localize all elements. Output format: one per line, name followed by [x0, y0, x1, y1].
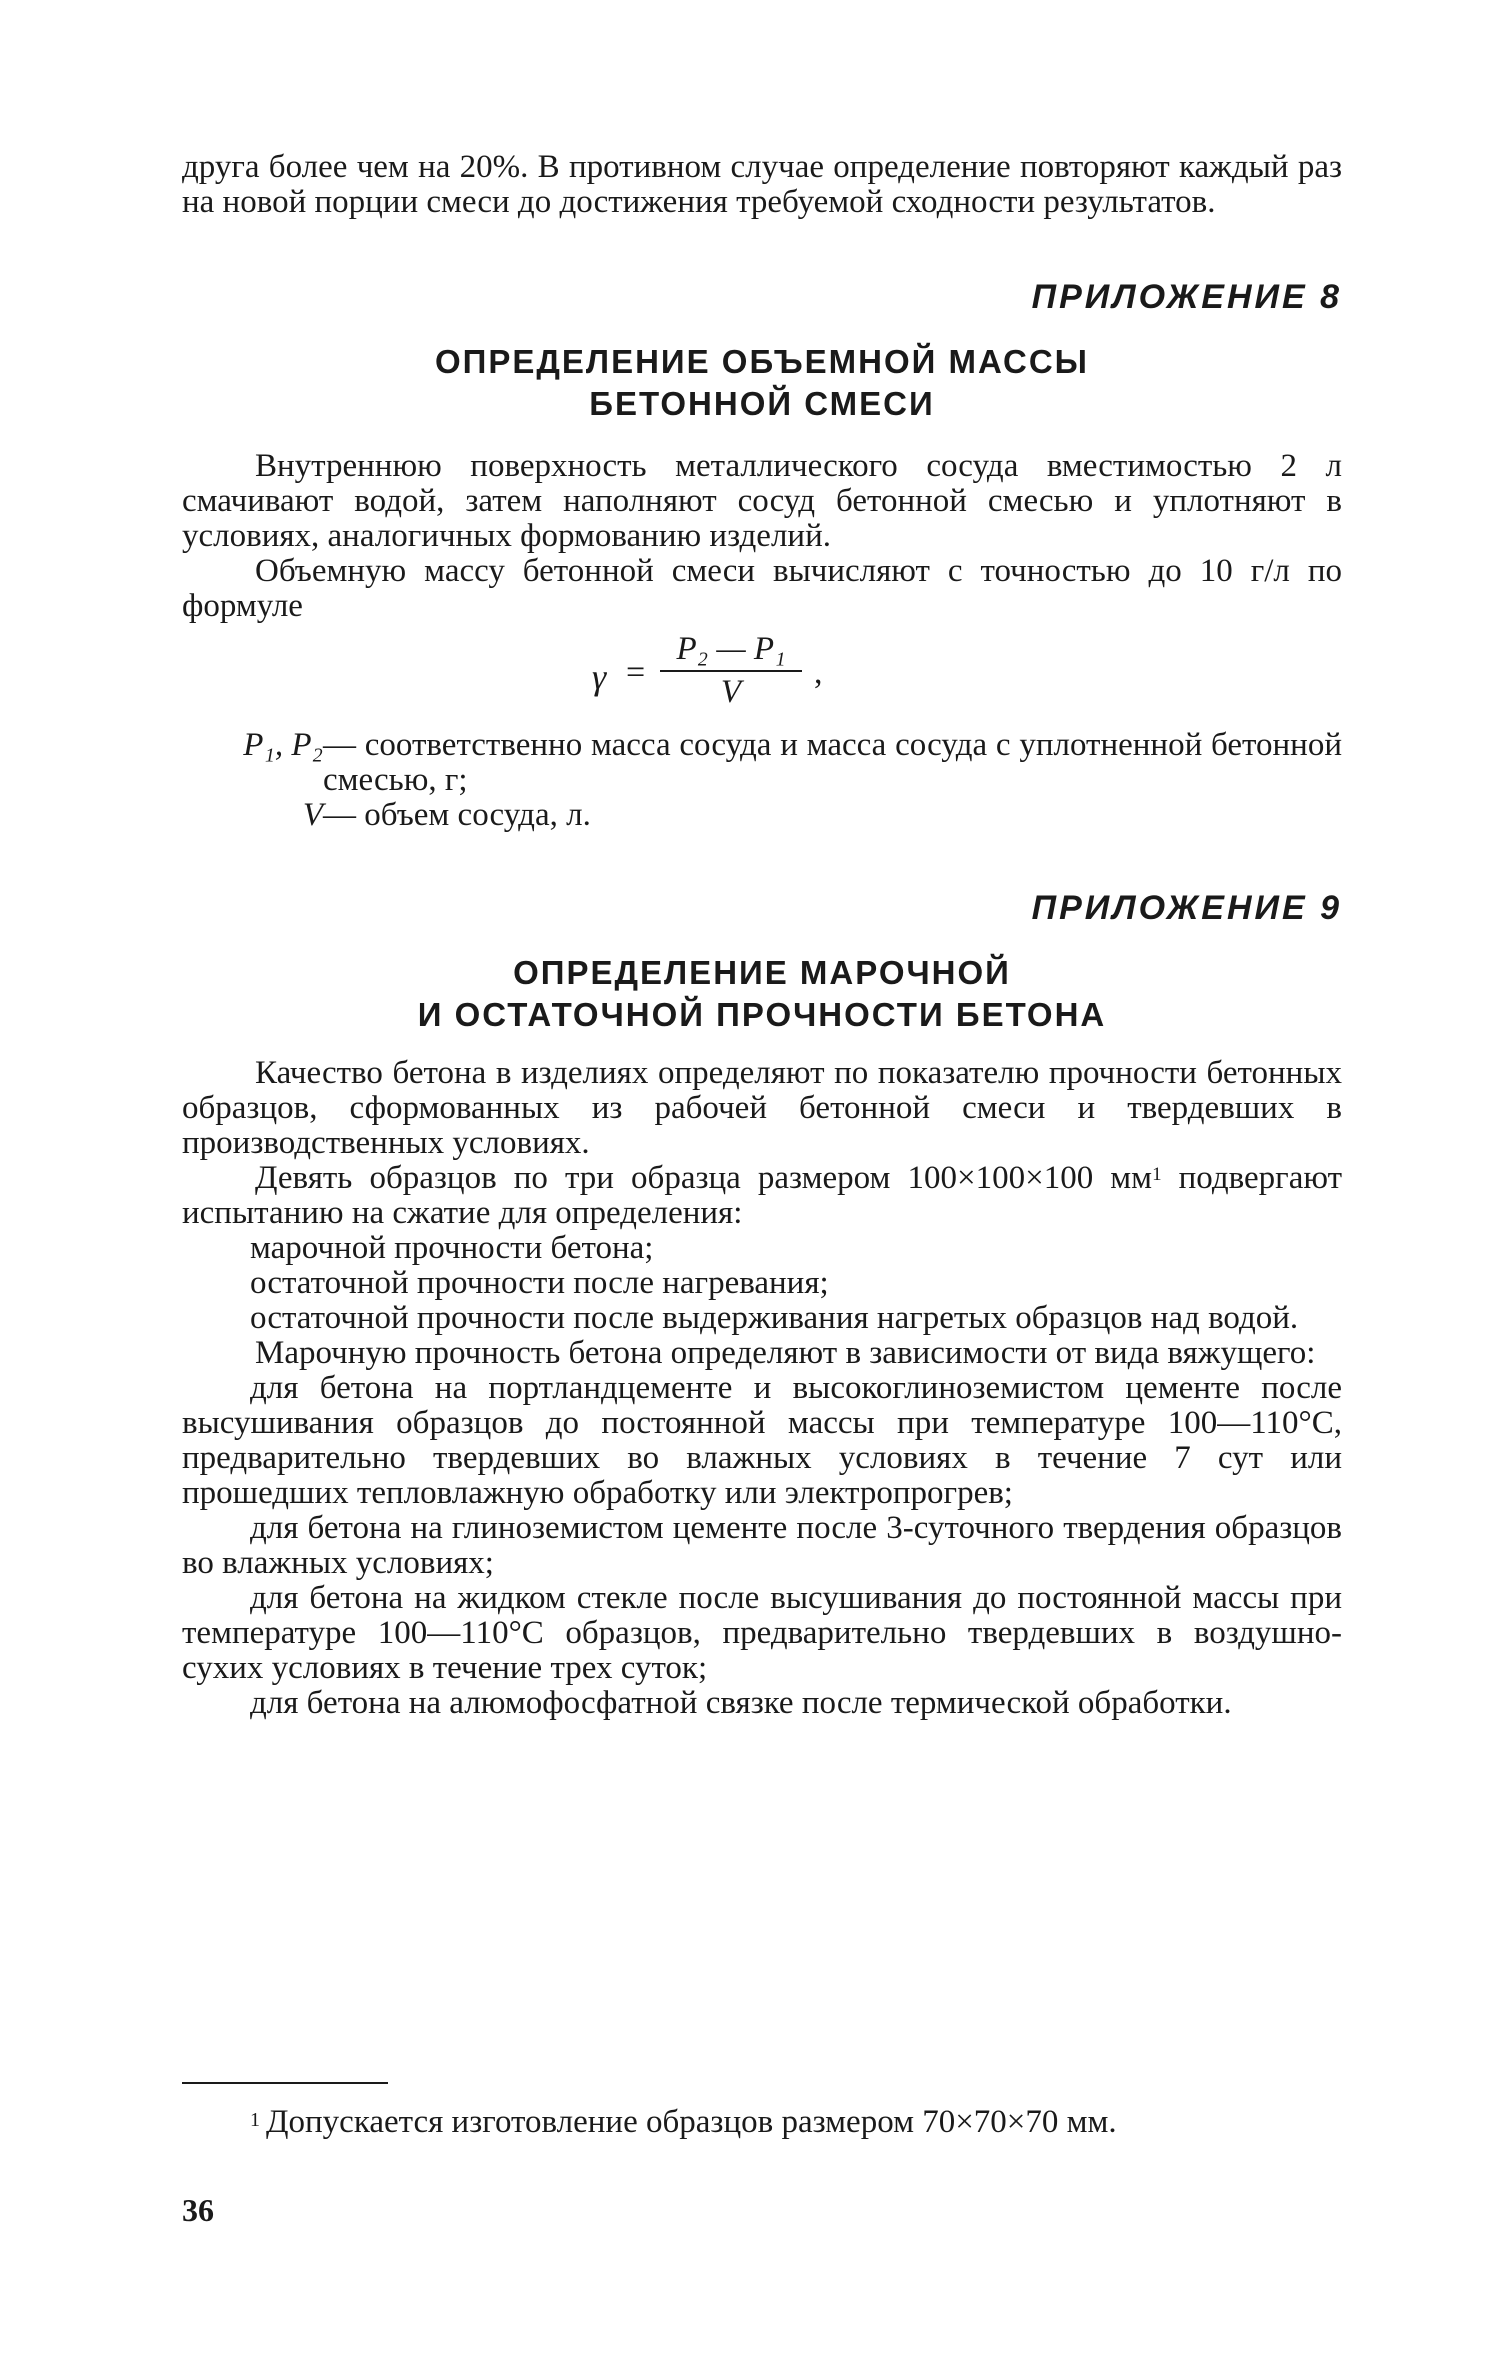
- definition-symbol: V: [302, 797, 323, 833]
- appendix-9-paragraph-3: Марочную прочность бетона определяют в зависимости от вида вяжущего:: [255, 1335, 1316, 1371]
- appendix-8-title-line2: БЕТОННОЙ СМЕСИ: [589, 385, 935, 422]
- footnote-divider: [182, 2082, 388, 2084]
- formula-equals: =: [626, 654, 646, 691]
- binder-item: для бетона на жидком стекле после высушивания до постоянной массы при температуре 100—110°С образцов, предварительно твердевших в воздушно-сухих условиях в течение трех суток;: [182, 1580, 1342, 1686]
- binder-item: для бетона на портландцементе и высокоглиноземистом цементе после высушивания образцов до постоянной массы при температуре 100—110°С, предварительно твердевших во влажных условиях в течение 7 сут или прошедших тепловлажную обработку или электропрогрев;: [182, 1370, 1342, 1511]
- definition-text: — соответственно масса сосуда и масса сосуда с уплотненной бетонной смесью, г;: [323, 727, 1342, 798]
- list-item: остаточной прочности после выдерживания нагретых образцов над водой.: [250, 1300, 1299, 1336]
- formula-definitions: [182, 728, 1342, 833]
- binder-item: для бетона на алюмофосфатной связке после термической обработки.: [250, 1685, 1232, 1721]
- binder-item: для бетона на глиноземистом цементе после 3-суточного твердения образцов во влажных условиях;: [182, 1510, 1342, 1581]
- appendix-9-title-line2: И ОСТАТОЧНОЙ ПРОЧНОСТИ БЕТОНА: [417, 996, 1107, 1033]
- definition-symbol: P₁, P₂: [243, 727, 323, 763]
- appendix-8-label: ПРИЛОЖЕНИЕ 8: [1031, 278, 1342, 316]
- appendix-9-paragraph-2: [182, 1161, 1342, 1231]
- appendix-9-title-line1: ОПРЕДЕЛЕНИЕ МАРОЧНОЙ: [513, 954, 1011, 991]
- formula-denominator: V: [720, 674, 742, 710]
- appendix-8-title-line1: ОПРЕДЕЛЕНИЕ ОБЪЕМНОЙ МАССЫ: [434, 343, 1089, 380]
- paragraph-2-text: Девять образцов по три образца размером 100×100×100 мм: [255, 1160, 1153, 1196]
- appendix-8-paragraph-2: Объемную массу бетонной смеси вычисляют с точностью до 10 г/л по формуле: [182, 553, 1342, 624]
- footnote-reference: 1: [1152, 1164, 1162, 1185]
- paragraph-2-tail: подвергают испытанию на сжатие для определения:: [182, 1160, 1343, 1231]
- appendix-8-paragraph-1: Внутреннюю поверхность металлического сосуда вместимостью 2 л смачивают водой, затем наполняют сосуд бетонной смесью и уплотняют в условиях, аналогичных формованию изделий.: [182, 448, 1342, 554]
- footnote: [182, 2102, 1342, 2142]
- appendix-9-label: ПРИЛОЖЕНИЕ 9: [1031, 889, 1342, 927]
- footnote-text: Допускается изготовление образцов размером 70×70×70 мм.: [266, 2104, 1117, 2140]
- list-item: остаточной прочности после нагревания;: [250, 1265, 829, 1301]
- appendix-9-paragraph-1: Качество бетона в изделиях определяют по показателю прочности бетонных образцов, сформованных из рабочей бетонной смеси и твердевших в производственных условиях.: [182, 1055, 1342, 1161]
- formula-comma: ,: [814, 654, 823, 691]
- definition-text: — объем сосуда, л.: [323, 797, 591, 833]
- formula-fraction: [660, 630, 802, 712]
- page-body: [182, 150, 1342, 1721]
- formula-numerator: P₂ — P₁: [660, 630, 802, 672]
- volume-mass-formula: [182, 630, 1342, 720]
- definition-row: [182, 728, 1342, 798]
- intro-paragraph: друга более чем на 20%. В противном случае определение повторяют каждый раз на новой порции смеси до достижения требуемой сходности результатов.: [182, 149, 1342, 220]
- list-item: марочной прочности бетона;: [250, 1230, 654, 1266]
- page-number: 36: [182, 2192, 214, 2228]
- footnote-mark: 1: [250, 2109, 260, 2131]
- formula-lhs: γ: [592, 657, 607, 697]
- definition-row: [182, 798, 1342, 833]
